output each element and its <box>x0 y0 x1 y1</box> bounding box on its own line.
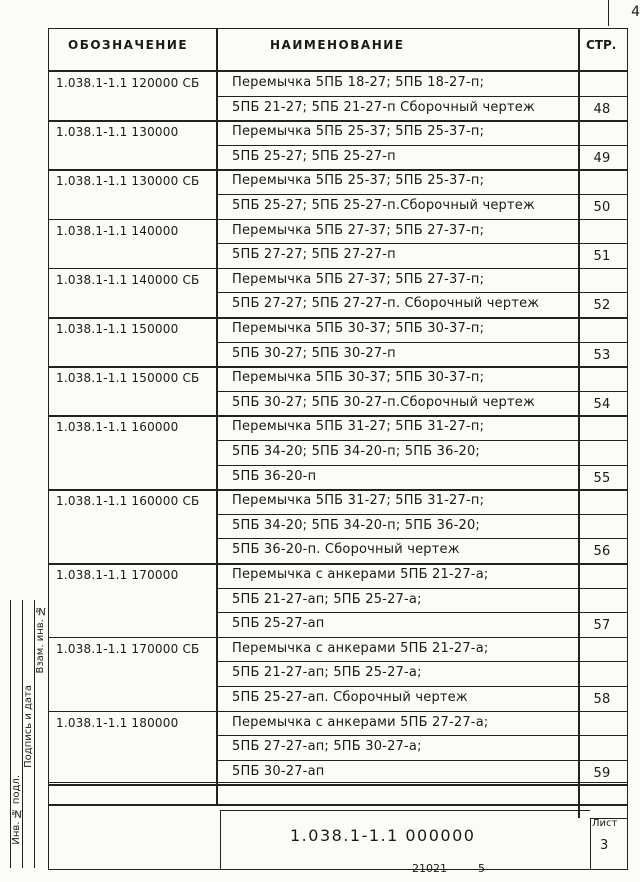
header-page: СТР. <box>586 38 617 52</box>
footer-number: 21021 <box>412 862 447 875</box>
row-code: 1.038.1-1.1 170000 СБ <box>56 641 200 656</box>
row-name-line: Перемычка 5ПБ 31-27; 5ПБ 31-27-п; <box>232 493 485 509</box>
row-name-line: 5ПБ 27-27; 5ПБ 27-27-п <box>232 247 396 263</box>
corner-mark: 4 <box>631 4 640 20</box>
row-name-line: 5ПБ 21-27; 5ПБ 21-27-п Сборочный чертеж <box>232 99 535 115</box>
row-page: 56 <box>593 544 611 560</box>
row-name-line: 5ПБ 21-27-ап; 5ПБ 25-27-а; <box>232 591 422 607</box>
row-name-line: 5ПБ 36-20-п <box>232 468 317 484</box>
row-page: 48 <box>593 101 611 117</box>
row-name-line: Перемычка 5ПБ 25-37; 5ПБ 25-37-п; <box>232 173 485 189</box>
row-name-line: Перемычка 5ПБ 31-27; 5ПБ 31-27-п; <box>232 419 485 435</box>
row-page: 55 <box>593 470 611 486</box>
row-page: 59 <box>593 765 611 781</box>
row-page: 49 <box>593 150 611 166</box>
row-name-line: 5ПБ 30-27; 5ПБ 30-27-п.Сборочный чертеж <box>232 394 535 410</box>
row-page: 54 <box>593 396 611 412</box>
row-name-line: Перемычка с анкерами 5ПБ 21-27-а; <box>232 640 489 656</box>
row-code: 1.038.1-1.1 120000 СБ <box>56 76 200 90</box>
row-code: 1.038.1-1.1 150000 <box>56 322 179 336</box>
row-code: 1.038.1-1.1 130000 СБ <box>56 174 200 189</box>
row-name-line: 5ПБ 27-27-ап; 5ПБ 30-27-а; <box>232 739 422 755</box>
corner-line <box>608 0 609 26</box>
header-code: ОБОЗНАЧЕНИЕ <box>68 38 189 52</box>
column-divider-page <box>578 28 580 818</box>
row-rule <box>48 782 628 783</box>
side-label-inv-podl: Инв. № подл. <box>11 775 22 845</box>
row-code: 1.038.1-1.1 130000 <box>56 125 179 140</box>
row-name-line: Перемычка 5ПБ 27-37; 5ПБ 27-37-п; <box>232 271 485 287</box>
row-code: 1.038.1-1.1 180000 <box>56 715 179 730</box>
row-rule <box>48 784 628 786</box>
row-name-line: 5ПБ 36-20-п. Сборочный чертеж <box>232 542 460 558</box>
row-name-line: 5ПБ 25-27; 5ПБ 25-27-п.Сборочный чертеж <box>232 198 535 213</box>
row-page: 52 <box>593 298 611 314</box>
row-name-line: Перемычка 5ПБ 30-37; 5ПБ 30-37-п; <box>232 370 485 386</box>
row-name-line: 5ПБ 25-27; 5ПБ 25-27-п <box>232 148 396 164</box>
row-name-line: Перемычка 5ПБ 18-27; 5ПБ 18-27-п; <box>232 75 485 90</box>
row-code: 1.038.1-1.1 160000 СБ <box>56 494 200 509</box>
row-name-line: 5ПБ 30-27; 5ПБ 30-27-п <box>232 345 396 361</box>
header-name: НАИМЕНОВАНИЕ <box>270 38 405 52</box>
footer-page: 5 <box>478 862 485 875</box>
row-name-line: 5ПБ 25-27-ап <box>232 616 325 632</box>
sheet-number: 3 <box>600 838 609 853</box>
row-name-line: 5ПБ 21-27-ап; 5ПБ 25-27-а; <box>232 665 422 681</box>
row-name-line: Перемычка с анкерами 5ПБ 27-27-а; <box>232 714 489 730</box>
row-code: 1.038.1-1.1 140000 <box>56 223 179 238</box>
row-name-line: Перемычка 5ПБ 27-37; 5ПБ 27-37-п; <box>232 222 485 238</box>
row-name-line: Перемычка 5ПБ 25-37; 5ПБ 25-37-п; <box>232 124 485 140</box>
row-name-line: 5ПБ 34-20; 5ПБ 34-20-п; 5ПБ 36-20; <box>232 444 481 459</box>
side-stamp <box>10 600 46 868</box>
row-name-line: Перемычка 5ПБ 30-37; 5ПБ 30-37-п; <box>232 321 485 336</box>
row-name-line: 5ПБ 25-27-ап. Сборочный чертеж <box>232 690 468 705</box>
side-label-vzam-inv: Взам. инв. № <box>35 605 46 674</box>
row-page: 53 <box>593 347 611 363</box>
row-name-line: Перемычка с анкерами 5ПБ 21-27-а; <box>232 567 489 582</box>
row-code: 1.038.1-1.1 160000 <box>56 420 179 435</box>
row-code: 1.038.1-1.1 140000 СБ <box>56 272 200 287</box>
row-code: 1.038.1-1.1 150000 СБ <box>56 371 200 386</box>
row-name-line: 5ПБ 27-27; 5ПБ 27-27-п. Сборочный чертеж <box>232 296 540 312</box>
sheet-label: Лист <box>592 818 618 829</box>
row-page: 51 <box>593 249 611 265</box>
row-page: 57 <box>593 618 611 634</box>
table-bottom-rule <box>48 804 628 806</box>
document-code: 1.038.1-1.1 000000 <box>290 826 476 845</box>
row-code: 1.038.1-1.1 170000 <box>56 568 179 582</box>
row-page: 50 <box>593 200 611 215</box>
row-page: 58 <box>593 692 611 707</box>
row-name-line: 5ПБ 34-20; 5ПБ 34-20-п; 5ПБ 36-20; <box>232 517 481 533</box>
side-label-signature-date: Подпись и дата <box>23 685 34 768</box>
row-name-line: 5ПБ 30-27-ап <box>232 763 325 779</box>
